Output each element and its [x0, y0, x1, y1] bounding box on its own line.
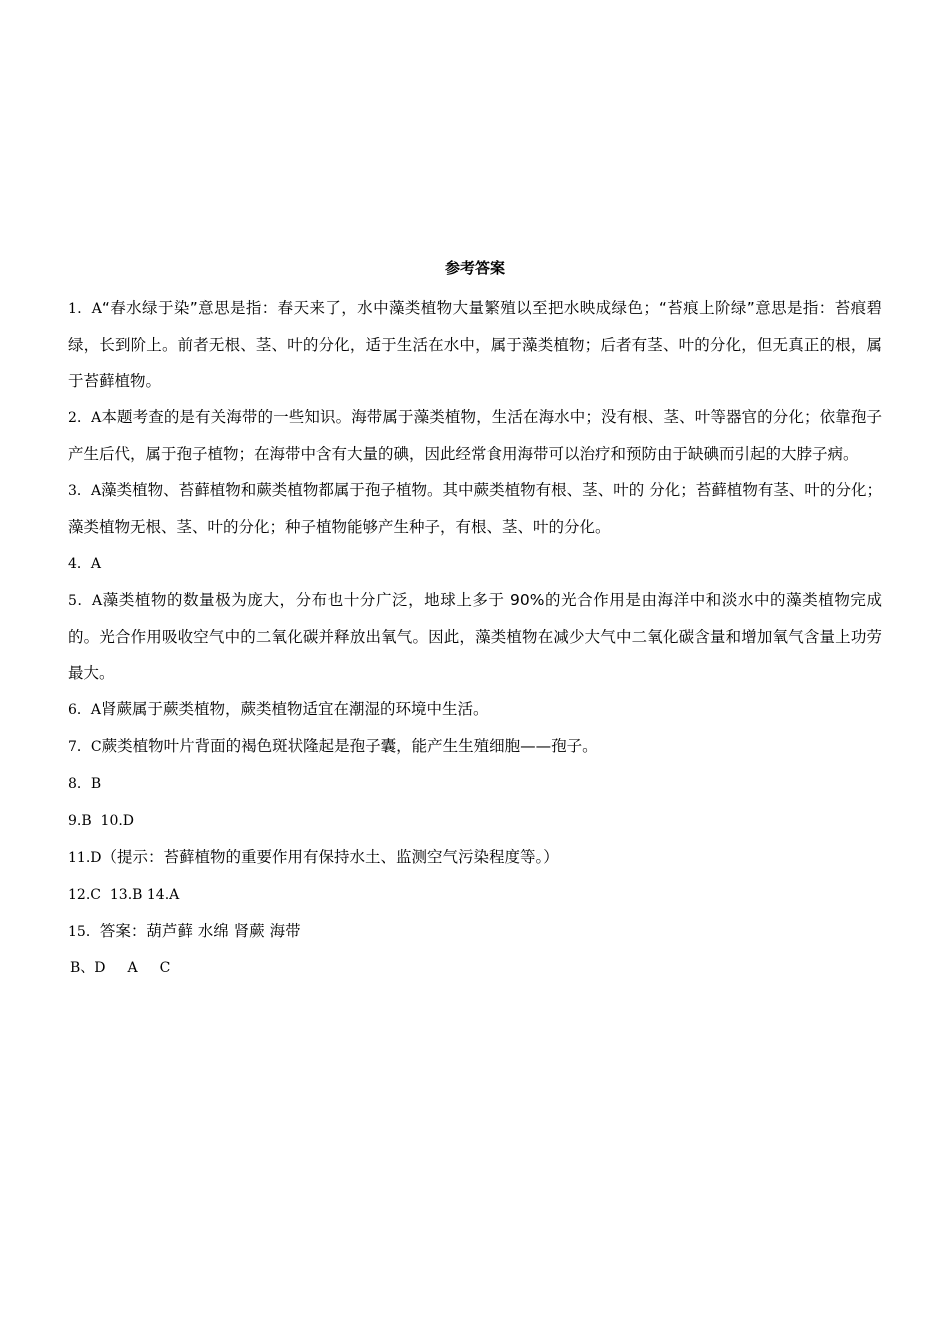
- answer-list: [68, 290, 882, 986]
- answer-number: 2．A: [68, 410, 102, 426]
- answer-item-9-10: [68, 802, 882, 839]
- answer-item-8: [68, 765, 882, 802]
- answer-text: （提示：苔藓植物的重要作用有保持水土、监测空气污染程度等。）: [101, 848, 559, 866]
- answer-number: 5．A: [68, 593, 103, 609]
- answer-number: 9.B 10.D: [68, 813, 135, 829]
- answer-number: 4．A: [68, 556, 102, 572]
- answer-number: 1．A: [68, 301, 102, 317]
- answer-option: B、D: [70, 960, 106, 976]
- answer-number: 6．A: [68, 702, 102, 718]
- answer-text: “春水绿于染”意思是指：春天来了，水中藻类植物大量繁殖以至把水映成绿色；“苔痕上阶绿”意思是指：苔痕碧绿，长到阶上。前者无根、茎、叶的分化，适于生活在水中，属于藻类植物；后者有茎、叶的分化，但无真正的根，属于苔藓植物。: [68, 299, 882, 390]
- answer-text: 藻类植物、苔藓植物和蕨类植物都属于孢子植物。其中蕨类植物有根、茎、叶的 分化；苔藓植物有茎、叶的分化；藻类植物无根、茎、叶的分化；种子植物能够产生种子，有根、茎、叶的分化。: [68, 481, 882, 536]
- answer-text: 蕨类植物叶片背面的褐色斑状隆起是孢子囊，能产生生殖细胞——孢子。: [101, 737, 598, 755]
- answer-number: 8．B: [68, 776, 102, 792]
- answer-number: 7．C: [68, 739, 102, 755]
- answer-item-5: [68, 582, 882, 691]
- answer-text: 肾蕨属于蕨类植物，蕨类植物适宜在潮湿的环境中生活。: [101, 700, 489, 718]
- answer-number: 12.C 13.B 14.A: [68, 887, 180, 903]
- answer-item-2: [68, 399, 882, 472]
- answer-item-11: [68, 839, 882, 876]
- answer-item-7: [68, 728, 882, 765]
- answer-item-3: [68, 472, 882, 545]
- answer-text: 答案：葫芦藓 水绵 肾蕨 海带: [99, 922, 301, 940]
- answer-item-6: [68, 691, 882, 728]
- answer-row-15-options: [68, 950, 882, 986]
- answer-text: 本题考查的是有关海带的一些知识。海带属于藻类植物，生活在海水中；没有根、茎、叶等器官的分化；依靠孢子产生后代，属于孢子植物；在海带中含有大量的碘，因此经常食用海带可以治疗和预防由于缺碘而引起的大脖子病。: [68, 408, 882, 463]
- page-title: 参考答案: [444, 259, 505, 277]
- answer-number: 3．A: [68, 483, 102, 499]
- answer-option: A: [127, 960, 138, 976]
- answer-text: 藻类植物的数量极为庞大，分布也十分广泛，地球上多于 90%的光合作用是由海洋中和淡水中的藻类植物完成的。光合作用吸收空气中的二氧化碳并释放出氧气。因此，藻类植物在减少大气中二氧化碳含量和增加氧气含量上功劳最大。: [68, 591, 882, 682]
- answer-number: 15．: [68, 924, 100, 940]
- answer-number: 11.D: [68, 850, 102, 866]
- answer-item-12-14: [68, 876, 882, 913]
- answer-item-4: [68, 545, 882, 582]
- answer-option: C: [159, 960, 171, 976]
- answer-item-1: [68, 290, 882, 399]
- answer-item-15: [68, 913, 882, 950]
